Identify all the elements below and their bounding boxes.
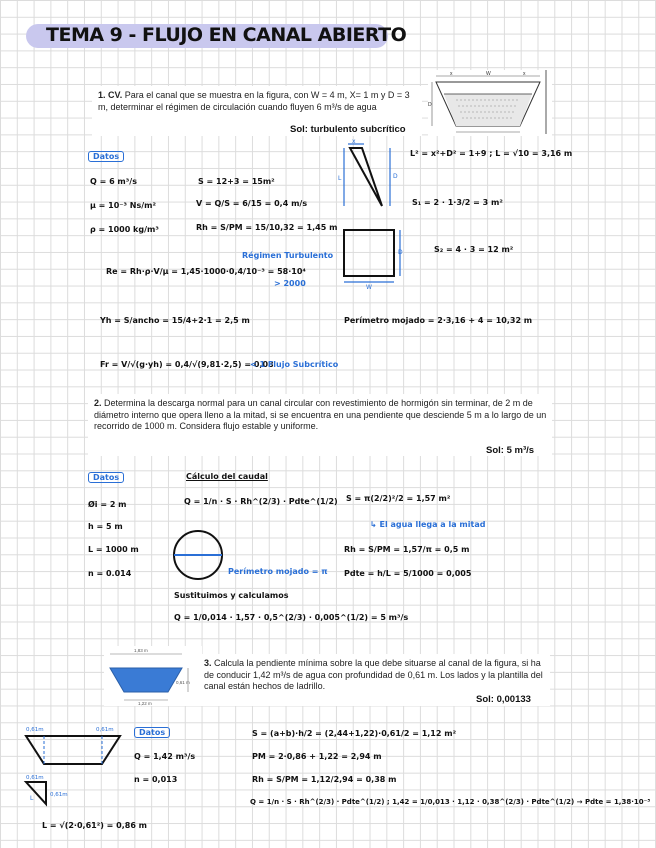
fig1-label-x: x bbox=[450, 71, 453, 77]
problem1-area-eq: S = 12+3 = 15m² bbox=[198, 177, 275, 186]
problem1-yh-eq: Yh = S/ancho = 15/4+2·1 = 2,5 m bbox=[100, 316, 250, 325]
problem1-fr-eq: Fr = V/√(g·yh) = 0,4/√(9,81·2,5) = 0,08 bbox=[100, 360, 274, 369]
problem1-perimeter-eq: Perímetro mojado = 2·3,16 + 4 = 10,32 m bbox=[344, 316, 533, 325]
problem2-subst-label: Sustituimos y calculamos bbox=[174, 591, 289, 600]
problem2-dato-h: h = 5 m bbox=[88, 522, 123, 531]
problem1-channel-figure bbox=[428, 70, 552, 136]
problem3-trapezoid-sketch bbox=[20, 722, 130, 770]
problem3-number: 3. bbox=[204, 658, 212, 668]
problem3-solution: Sol: 0,00133 bbox=[476, 694, 531, 705]
sketch-label-d: D bbox=[393, 173, 398, 180]
problem2-circle-sketch bbox=[170, 530, 230, 582]
problem2-manning-eq: Q = 1/n · S · Rh^(2/3) · Pdte^(1/2) bbox=[184, 497, 338, 506]
problem3-pm-eq: PM = 2·0,86 + 1,22 = 2,94 m bbox=[252, 752, 382, 761]
problem2-rh-eq: Rh = S/PM = 1,57/π = 0,5 m bbox=[344, 545, 470, 554]
fig3-bottom-label: 1,22 m bbox=[138, 701, 152, 706]
fig1-label-w: W bbox=[486, 71, 491, 77]
square-label-d: D bbox=[398, 249, 403, 256]
sketch3-top-left: 0,61m bbox=[26, 727, 44, 733]
problem1-regime-label: Régimen Turbulento bbox=[242, 251, 334, 260]
problem1-statement bbox=[98, 90, 420, 113]
fig3-top-label: 1,83 m bbox=[134, 648, 148, 653]
problem1-triangle-sketch bbox=[340, 140, 400, 212]
problem1-s2-eq: S₂ = 4 · 3 = 12 m² bbox=[434, 245, 514, 254]
problem1-l-eq: L² = x²+D² = 1+9 ; L = √10 = 3,16 m bbox=[410, 149, 573, 158]
problem1-text: Para el canal que se muestra en la figura, con W = 4 m, X= 1 m y D = 3 m, determinar el régimen de circulación cuando fluyen 6 m³/s de agua bbox=[98, 90, 410, 112]
problem3-final-eq: Q = 1/n · S · Rh^(2/3) · Pdte^(1/2) ; 1,42 = 1/0,013 · 1,12 · 0,38^(2/3) · Pdte^(1/2) → Pdte = 1,38·10⁻³ bbox=[250, 798, 651, 806]
problem1-number: 1. bbox=[98, 90, 106, 100]
problem1-dato-rho: ρ = 1000 kg/m³ bbox=[90, 225, 159, 234]
sketch-label-x: x bbox=[352, 138, 356, 145]
fig1-label-d: D bbox=[428, 102, 432, 108]
problem3-statement bbox=[204, 658, 546, 693]
problem1-dato-mu: μ = 10⁻³ Ns/m² bbox=[90, 201, 157, 210]
sketch-label-l: L bbox=[338, 175, 342, 182]
sketch3-side: 0,61m bbox=[50, 792, 68, 798]
problem1-rh-eq: Rh = S/PM = 15/10,32 = 1,45 m bbox=[196, 223, 338, 232]
sketch3-top-right: 0,61m bbox=[96, 727, 114, 733]
fig1-label-x2: x bbox=[523, 71, 526, 77]
problem1-s1-eq: S₁ = 2 · 1·3/2 = 3 m² bbox=[412, 198, 503, 207]
problem3-l-eq: L = √(2·0,61²) = 0,86 m bbox=[42, 821, 147, 830]
problem2-wet-note: Perímetro mojado = π bbox=[228, 567, 328, 576]
problem2-slope-eq: Pdte = h/L = 5/1000 = 0,005 bbox=[344, 569, 472, 578]
problem3-text: Calcula la pendiente mínima sobre la que debe situarse al canal de la figura, si ha de conducir 1,42 m³/s de agua con profundidad de 0,61 m. Los lados y la plantilla del canal están hechos de ladrillo. bbox=[204, 658, 543, 691]
problem2-dato-diameter: Øi = 2 m bbox=[88, 500, 127, 509]
problem2-area-eq: S = π(2/2)²/2 = 1,57 m² bbox=[346, 494, 451, 503]
problem3-dato-n: n = 0,013 bbox=[134, 775, 178, 784]
problem1-square-sketch bbox=[340, 226, 404, 291]
problem3-rh-eq: Rh = S/PM = 1,12/2,94 = 0,38 m bbox=[252, 775, 397, 784]
problem2-dato-n: n = 0.014 bbox=[88, 569, 132, 578]
problem1-datos-label: Datos bbox=[88, 151, 124, 162]
problem3-triangle-sketch bbox=[20, 772, 90, 808]
problem2-number: 2. bbox=[94, 398, 102, 408]
problem2-dato-l: L = 1000 m bbox=[88, 545, 139, 554]
problem2-solution: Sol: 5 m³/s bbox=[486, 445, 535, 456]
sketch3-base: 0,61m bbox=[26, 775, 44, 781]
problem2-datos-label: Datos bbox=[88, 472, 124, 483]
problem1-solution: Sol: turbulento subcrítico bbox=[290, 124, 406, 135]
problem3-s-eq: S = (a+b)·h/2 = (2,44+1,22)·0,61/2 = 1,12 m² bbox=[252, 729, 457, 738]
problem1-re-result: > 2000 bbox=[274, 279, 306, 288]
problem2-half-note: ↳ El agua llega a la mitad bbox=[370, 520, 486, 529]
problem2-statement bbox=[94, 398, 548, 433]
page-title: TEMA 9 - FLUJO EN CANAL ABIERTO bbox=[46, 24, 407, 46]
problem1-tag: CV. bbox=[108, 90, 123, 100]
problem2-calc-title: Cálculo del caudal bbox=[186, 472, 268, 481]
problem3-channel-figure bbox=[104, 646, 202, 706]
problem1-fr-result: < 1 Flujo Subcrítico bbox=[250, 360, 339, 369]
problem3-datos-label: Datos bbox=[134, 727, 170, 738]
fig3-depth-label: 0,61 m bbox=[176, 680, 190, 685]
square-label-w: W bbox=[366, 284, 372, 291]
problem2-final-eq: Q = 1/0,014 · 1,57 · 0,5^(2/3) · 0,005^(1/2) = 5 m³/s bbox=[174, 613, 409, 622]
problem1-dato-q: Q = 6 m³/s bbox=[90, 177, 137, 186]
problem3-dato-q: Q = 1,42 m³/s bbox=[134, 752, 196, 761]
problem2-text: Determina la descarga normal para un canal circular con revestimiento de hormigón sin terminar, de 2 m de diámetro interno que opera lleno a la mitad, si se encuentra en una pendiente que desciende 5 m a lo largo de un recorrido de 1000 m. Considera flujo estable y uniforme. bbox=[94, 398, 547, 431]
problem1-re-eq: Re = Rh·ρ·V/μ = 1,45·1000·0,4/10⁻³ = 58·10⁴ bbox=[106, 267, 306, 276]
sketch3-l: L bbox=[30, 795, 34, 802]
problem1-velocity-eq: V = Q/S = 6/15 = 0,4 m/s bbox=[196, 199, 308, 208]
